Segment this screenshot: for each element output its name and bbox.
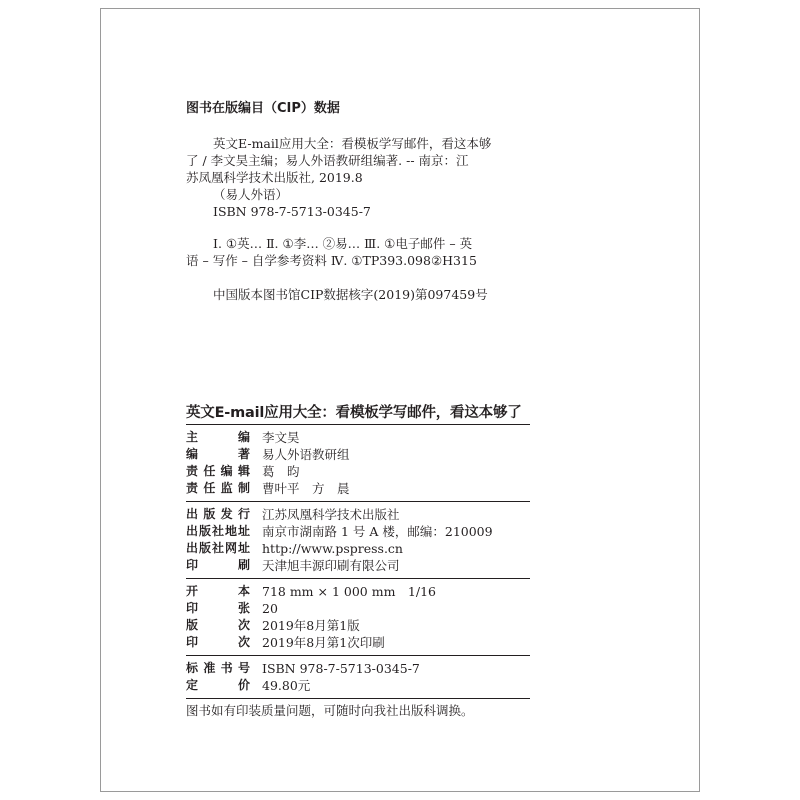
cip-heading: 图书在版编目（CIP）数据: [186, 101, 340, 116]
imprint-section: [186, 656, 530, 698]
label-char: 开: [186, 584, 199, 598]
imprint-label: [186, 463, 262, 480]
imprint-label: [186, 480, 262, 497]
imprint-value: 49.80元: [262, 678, 311, 693]
label-char: 准: [203, 661, 216, 675]
label-char: 出: [186, 541, 199, 555]
imprint-row: [186, 660, 530, 677]
cip-subject-line: Ⅰ. ①英… Ⅱ. ①李… ②易… Ⅲ. ①电子邮件 – 英: [213, 236, 473, 251]
cip-record-line: 了 / 李文昊主编；易人外语教研组编著. -- 南京：江: [186, 153, 469, 168]
label-char: 社: [211, 524, 224, 538]
label-char: 出: [186, 524, 199, 538]
label-char: 主: [186, 430, 199, 444]
label-char: 版: [198, 541, 211, 555]
cip-subject-headings: [186, 235, 526, 269]
imprint-label: [186, 600, 262, 617]
label-char: 定: [186, 678, 199, 692]
imprint-row: [186, 583, 530, 600]
imprint-value: 江苏凤凰科学技术出版社: [262, 507, 400, 522]
label-char: 标: [186, 661, 199, 675]
imprint-row: [186, 634, 530, 651]
imprint-section: [186, 579, 530, 655]
cip-record-line: ISBN 978-7-5713-0345-7: [213, 204, 371, 219]
imprint-label: [186, 617, 262, 634]
label-char: 辑: [237, 464, 250, 478]
imprint-row: [186, 617, 530, 634]
label-char: 版: [198, 524, 211, 538]
cip-record-line: 英文E-mail应用大全：看模板学写邮件，看这本够: [213, 136, 492, 151]
cip-record-line: 苏凤凰科学技术出版社, 2019.8: [186, 170, 363, 185]
imprint-label: [186, 506, 262, 523]
imprint-label: [186, 557, 262, 574]
imprint-label: [186, 634, 262, 651]
imprint-value: ISBN 978-7-5713-0345-7: [262, 661, 420, 676]
label-char: 行: [237, 507, 250, 521]
imprint-section: [186, 502, 530, 578]
label-char: 编: [237, 430, 250, 444]
cip-record-line: （易人外语）: [213, 187, 289, 202]
imprint-row: [186, 523, 530, 540]
label-char: 出: [186, 507, 199, 521]
imprint-value: 南京市湖南路 1 号 A 楼，邮编：210009: [262, 524, 493, 539]
imprint-row: [186, 677, 530, 694]
imprint-row: [186, 540, 530, 557]
imprint-label: [186, 429, 262, 446]
imprint-row: [186, 429, 530, 446]
label-char: 址: [237, 541, 250, 555]
imprint-row: [186, 600, 530, 617]
label-char: 任: [203, 464, 216, 478]
imprint-row: [186, 557, 530, 574]
imprint-value: 易人外语教研组: [262, 447, 350, 462]
imprint-row: [186, 506, 530, 523]
label-char: 监: [220, 481, 233, 495]
imprint-sections: [186, 425, 530, 699]
label-char: 责: [186, 464, 199, 478]
imprint-value: 天津旭丰源印刷有限公司: [262, 558, 400, 573]
imprint-label: [186, 677, 262, 694]
label-char: 址: [237, 524, 250, 538]
imprint-section: [186, 425, 530, 501]
imprint-value: 李文昊: [262, 430, 300, 445]
label-char: 次: [237, 618, 250, 632]
label-char: 号: [237, 661, 250, 675]
imprint-label: [186, 523, 262, 540]
imprint-value: 2019年8月第1版: [262, 618, 360, 633]
quality-note: 图书如有印装质量问题，可随时向我社出版科调换。: [186, 703, 474, 718]
publication-info: [186, 402, 530, 720]
label-char: 版: [186, 618, 199, 632]
label-char: 任: [203, 481, 216, 495]
label-char: 印: [186, 601, 199, 615]
label-char: 次: [237, 635, 250, 649]
imprint-row: [186, 446, 530, 463]
label-char: 制: [237, 481, 250, 495]
label-char: 刷: [237, 558, 250, 572]
book-title: 英文E-mail应用大全：看模板学写邮件，看这本够了: [186, 405, 522, 421]
label-char: 编: [186, 447, 199, 461]
label-char: 地: [224, 524, 237, 538]
label-char: 张: [237, 601, 250, 615]
label-char: 印: [186, 635, 199, 649]
imprint-label: [186, 660, 262, 677]
label-char: 版: [203, 507, 216, 521]
imprint-label: [186, 446, 262, 463]
label-char: 印: [186, 558, 199, 572]
imprint-value: 718 mm × 1 000 mm 1/16: [262, 584, 436, 599]
imprint-label: [186, 540, 262, 557]
label-char: 社: [211, 541, 224, 555]
cip-subject-line: 语 – 写作 – 自学参考资料 Ⅳ. ①TP393.098②H315: [186, 253, 477, 268]
cip-catalog-line: 中国版本图书馆CIP数据核字(2019)第097459号: [213, 287, 488, 302]
imprint-value: 曹叶平 方 晨: [262, 481, 350, 496]
imprint-label: [186, 583, 262, 600]
imprint-row: [186, 480, 530, 497]
label-char: 责: [186, 481, 199, 495]
label-char: 本: [237, 584, 250, 598]
imprint-row: [186, 463, 530, 480]
cip-catalog-number: [186, 286, 526, 303]
label-char: 发: [220, 507, 233, 521]
label-char: 书: [220, 661, 233, 675]
cip-bibliographic-record: [186, 135, 526, 220]
label-char: 价: [237, 678, 250, 692]
imprint-value: 20: [262, 601, 278, 616]
imprint-value: 2019年8月第1次印刷: [262, 635, 385, 650]
divider: [186, 698, 530, 699]
imprint-value: 葛 昀: [262, 464, 300, 479]
label-char: 网: [224, 541, 237, 555]
imprint-value: http://www.pspress.cn: [262, 541, 403, 556]
label-char: 编: [220, 464, 233, 478]
label-char: 著: [237, 447, 250, 461]
